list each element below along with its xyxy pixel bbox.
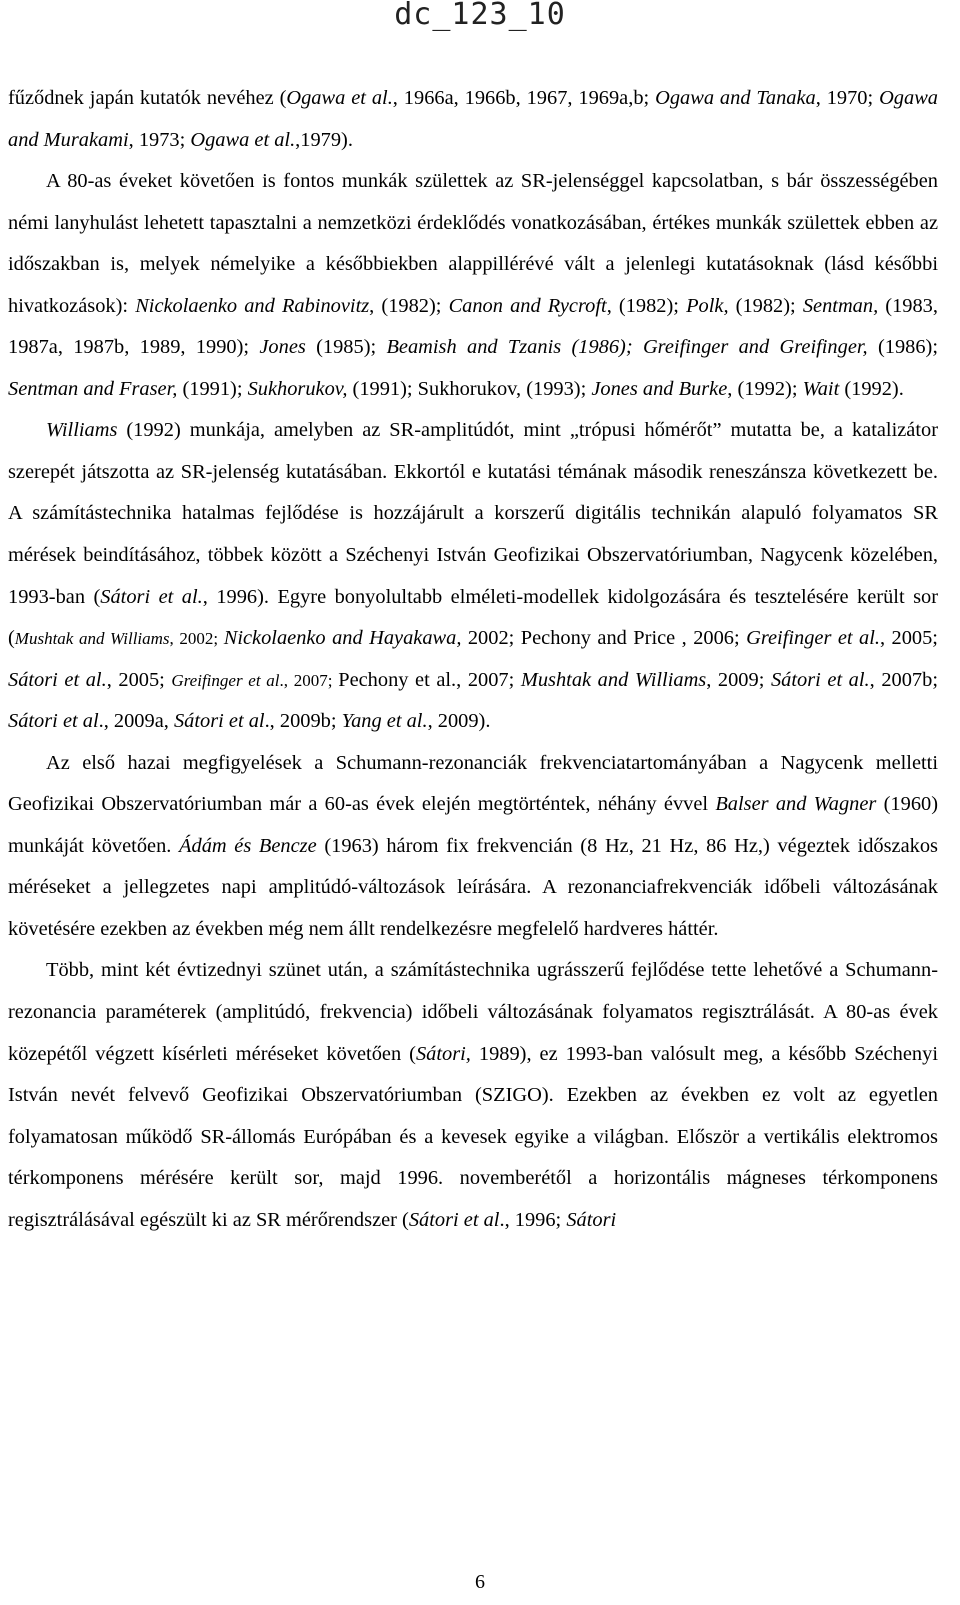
text-run: , 1966a, 1966b, 1967, 1969a,b; <box>392 87 656 109</box>
text-run: , 2007b; <box>869 668 938 691</box>
reference-citation: Jones and Burke <box>591 377 728 400</box>
text-run: , (1992); <box>727 377 803 400</box>
text-run: , (1982); <box>369 294 449 317</box>
text-run: Több, mint két évtizednyi szünet után, a számítástechnika ugrásszerű fejlődése tette lehetővé a Schumann-rezonancia paraméterek (amplitúdó, frekvencia) időbeli változásának folyamatos regisztrálását. A 80-as évek közepétől végzett kísérleti méréseket követően ( <box>8 959 938 1065</box>
paragraph-2 <box>8 161 938 410</box>
reference-citation: Greifinger et al. <box>746 627 880 650</box>
text-run: (1963) három fix frekvencián (8 Hz, 21 Hz, 86 Hz,) végeztek időszakos méréseket a jellegzetes napi amplitúdó-változások leírására. A rezonanciafrekvenciák időbeli változásának követésére ezekben az években még nem állt rendelkezésre megfelelő hardveres háttér. <box>8 834 938 940</box>
document-id-header: dc_123_10 <box>394 0 566 32</box>
page-number: 6 <box>475 1571 485 1593</box>
text-run: (1992) munkája, amelyben az SR-amplitúdót, mint „trópusi hőmérőt” mutatta be, a katalizátor szerepét játszotta az SR-jelenség kutatásában. Ekkortól e kutatási témának második reneszánsza következett be. A számítástechnika hatalmas fejlődése is hozzájárult a korszerű digitális technikán alapuló folyamatos SR mérések beindításához, többek között a Széchenyi István Geofizikai Obszervatóriumban, Nagycenk közelében, 1993-ban ( <box>8 419 938 608</box>
reference-citation: Ádám és Bencze <box>179 834 317 857</box>
text-run: , 1970; <box>815 87 880 109</box>
reference-citation: Williams <box>46 419 118 442</box>
text-run: ., 2007; <box>279 670 339 690</box>
text-run: A 80-as éveket követően is fontos munkák születtek az SR-jelenséggel kapcsolatban, s bár összességében némi lanyhulást lehetett tapasztalni a nemzetközi érdeklődés vonatkozásában, értékes munkák születtek ebben az időszakban is, melyek némelyike a későbbiekben alappillérévé vált a jelenlegi kutatásoknak (lásd későbbi hivatkozások): <box>8 170 938 317</box>
reference-citation: Sátori et al <box>173 710 265 733</box>
reference-citation: Jones <box>259 336 306 359</box>
reference-citation: Nickolaenko and Hayakawa, <box>223 627 462 650</box>
text-run: ., 2009b; <box>264 710 342 733</box>
text-run: (1960) munkáját követően. <box>8 793 939 857</box>
text-run: (1991); Sukhorukov, (1993); <box>347 377 592 400</box>
paragraph-4 <box>8 743 938 951</box>
text-run: (1985); <box>305 336 387 359</box>
reference-citation: Sátori, <box>415 1042 471 1065</box>
reference-citation: Sátori et al. <box>8 668 107 691</box>
text-run: (1991); <box>177 377 248 400</box>
text-run: (1982); <box>728 294 803 317</box>
reference-citation: Sátori et al <box>8 710 99 733</box>
reference-citation: Sátori et al <box>408 1208 500 1231</box>
text-run: (1983, 1987a, 1987b, 1989, 1990); <box>8 294 938 359</box>
text-run: 1989), ez 1993-ban valósult meg, a később Széchenyi István nevét felvevő Geofizikai Obszervatóriumban (SZIGO). Ezekben az években ez volt az egyetlen folyamatosan működő SR-állomás Európában és a kevesek egyike a világban. Először a vertikális elektromos térkomponens mérésére került sor, majd 1996. novemberétől a horizontális mágneses térkomponens regisztrálásával egészült ki az SR mérőrendszer ( <box>8 1042 938 1231</box>
paragraph-1 <box>8 78 938 161</box>
text-run: (1986); <box>867 336 938 359</box>
reference-citation: Ogawa et al. <box>286 87 393 109</box>
reference-citation: Greifinger and Greifinger, <box>642 336 868 359</box>
reference-citation: Ogawa and Murakami <box>8 87 938 151</box>
reference-citation: Greifinger et al <box>171 670 280 690</box>
reference-citation: Balser and Wagner <box>715 793 877 816</box>
paragraph-3 <box>8 410 938 742</box>
text-run: , 1973; <box>128 128 191 151</box>
text-run: , 2009; <box>706 668 771 691</box>
text-run: ., 2009a, <box>98 710 174 733</box>
text-run: ., 1996; <box>499 1208 567 1231</box>
text-run: Az első hazai megfigyelések a Schumann-rezonanciák frekvenciatartományában a Nagycenk melletti Geofizikai Obszervatóriumban már a 60-as évek elején megtörténtek, néhány évvel <box>8 751 938 816</box>
reference-citation: Sátori <box>566 1208 617 1231</box>
reference-citation: Beamish and Tzanis (1986); <box>386 336 633 359</box>
reference-citation: Mushtak and Williams <box>520 668 707 691</box>
reference-citation: Yang et al. <box>341 710 428 733</box>
reference-citation: Sátori et al. <box>770 668 870 691</box>
reference-citation: Sukhorukov, <box>247 377 348 400</box>
reference-citation: Canon and Rycroft <box>448 294 607 317</box>
text-run <box>633 336 643 358</box>
reference-citation: Mushtak and Williams <box>14 629 170 649</box>
text-run: , 2005; <box>106 668 172 691</box>
reference-citation: Sátori et al. <box>100 585 203 608</box>
reference-citation: Sentman, <box>802 294 879 317</box>
text-run: ,1979). <box>295 128 353 151</box>
text-run: (1992). <box>839 377 904 400</box>
text-run: fűződnek japán kutatók nevéhez ( <box>8 87 287 109</box>
paragraph-5 <box>8 950 938 1241</box>
reference-citation: Ogawa et al. <box>190 128 296 151</box>
text-run: , 2005; <box>879 627 938 650</box>
text-run: Pechony et al., 2007; <box>338 668 521 691</box>
text-run: , 2002; <box>169 629 224 649</box>
body-text <box>8 78 938 1241</box>
text-run: 2002; Pechony and Price , 2006; <box>461 627 747 650</box>
reference-citation: Ogawa and Tanaka <box>655 87 816 109</box>
text-run: , 1996). Egyre bonyolultabb elméleti-modellek kidolgozására és tesztelésére került sor ( <box>8 585 938 650</box>
reference-citation: Sentman and Fraser, <box>8 377 178 400</box>
text-run: , (1982); <box>606 294 687 317</box>
reference-citation: Polk, <box>686 294 729 317</box>
reference-citation: Nickolaenko and Rabinovitz <box>135 294 370 317</box>
reference-citation: Wait <box>802 377 840 400</box>
text-run: , 2009). <box>427 710 491 733</box>
